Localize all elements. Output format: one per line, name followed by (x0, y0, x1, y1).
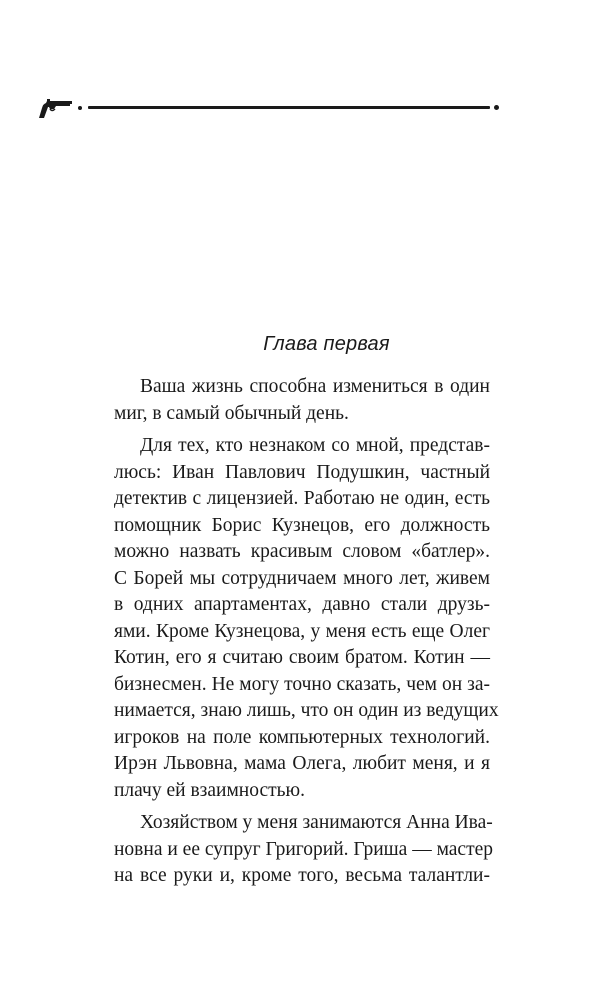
text-line: нимается, знаю лишь, что он один из ведущих (114, 700, 499, 721)
text-line: плачу ей взаимностью. (114, 779, 305, 801)
paragraph-1 (88, 374, 490, 427)
rule-end-dot (494, 105, 499, 110)
text-line: детектив с лицензией. Работаю не один, есть (114, 488, 490, 509)
text-line: Для тех, кто незнаком со мной, представ- (140, 435, 490, 456)
text-line: люсь: Иван Павлович Подушкин, частный (114, 461, 490, 483)
paragraph-3 (88, 810, 494, 890)
chapter-title: Глава первая (263, 333, 390, 355)
text-line: в одних апартаментах, давно стали друзь- (114, 594, 490, 615)
rule-dot (78, 106, 82, 110)
text-line: миг, в самый обычный день. (114, 402, 349, 424)
text-line: Котин, его я считаю своим братом. Котин — (114, 647, 490, 668)
text-line: ями. Кроме Кузнецова, у меня есть еще Олег (114, 620, 490, 642)
rule-line (88, 106, 490, 109)
text-line: игроков на поле компьютерных технологий. (114, 726, 490, 748)
text-line: помощник Борис Кузнецов, его должность (114, 514, 490, 536)
paragraph-2 (88, 433, 499, 804)
text-line: С Борей мы сотрудничаем много лет, живем (114, 567, 490, 589)
text-line: можно назвать красивым словом «батлер». (114, 541, 490, 562)
body-text (88, 374, 499, 896)
revolver-icon (38, 98, 74, 120)
text-line: Хозяйством у меня занимаются Анна Ива- (140, 812, 493, 833)
text-line: на все руки и, кроме того, весьма талантли- (114, 865, 490, 886)
text-line: бизнесмен. Не могу точно сказать, чем он за- (114, 673, 490, 695)
text-line: Ваша жизнь способна измениться в один (140, 376, 490, 397)
text-line: Ирэн Львовна, мама Олега, любит меня, и я (114, 753, 490, 774)
text-line: новна и ее супруг Григорий. Гриша — мастер (114, 838, 494, 860)
header-rule (38, 96, 500, 120)
